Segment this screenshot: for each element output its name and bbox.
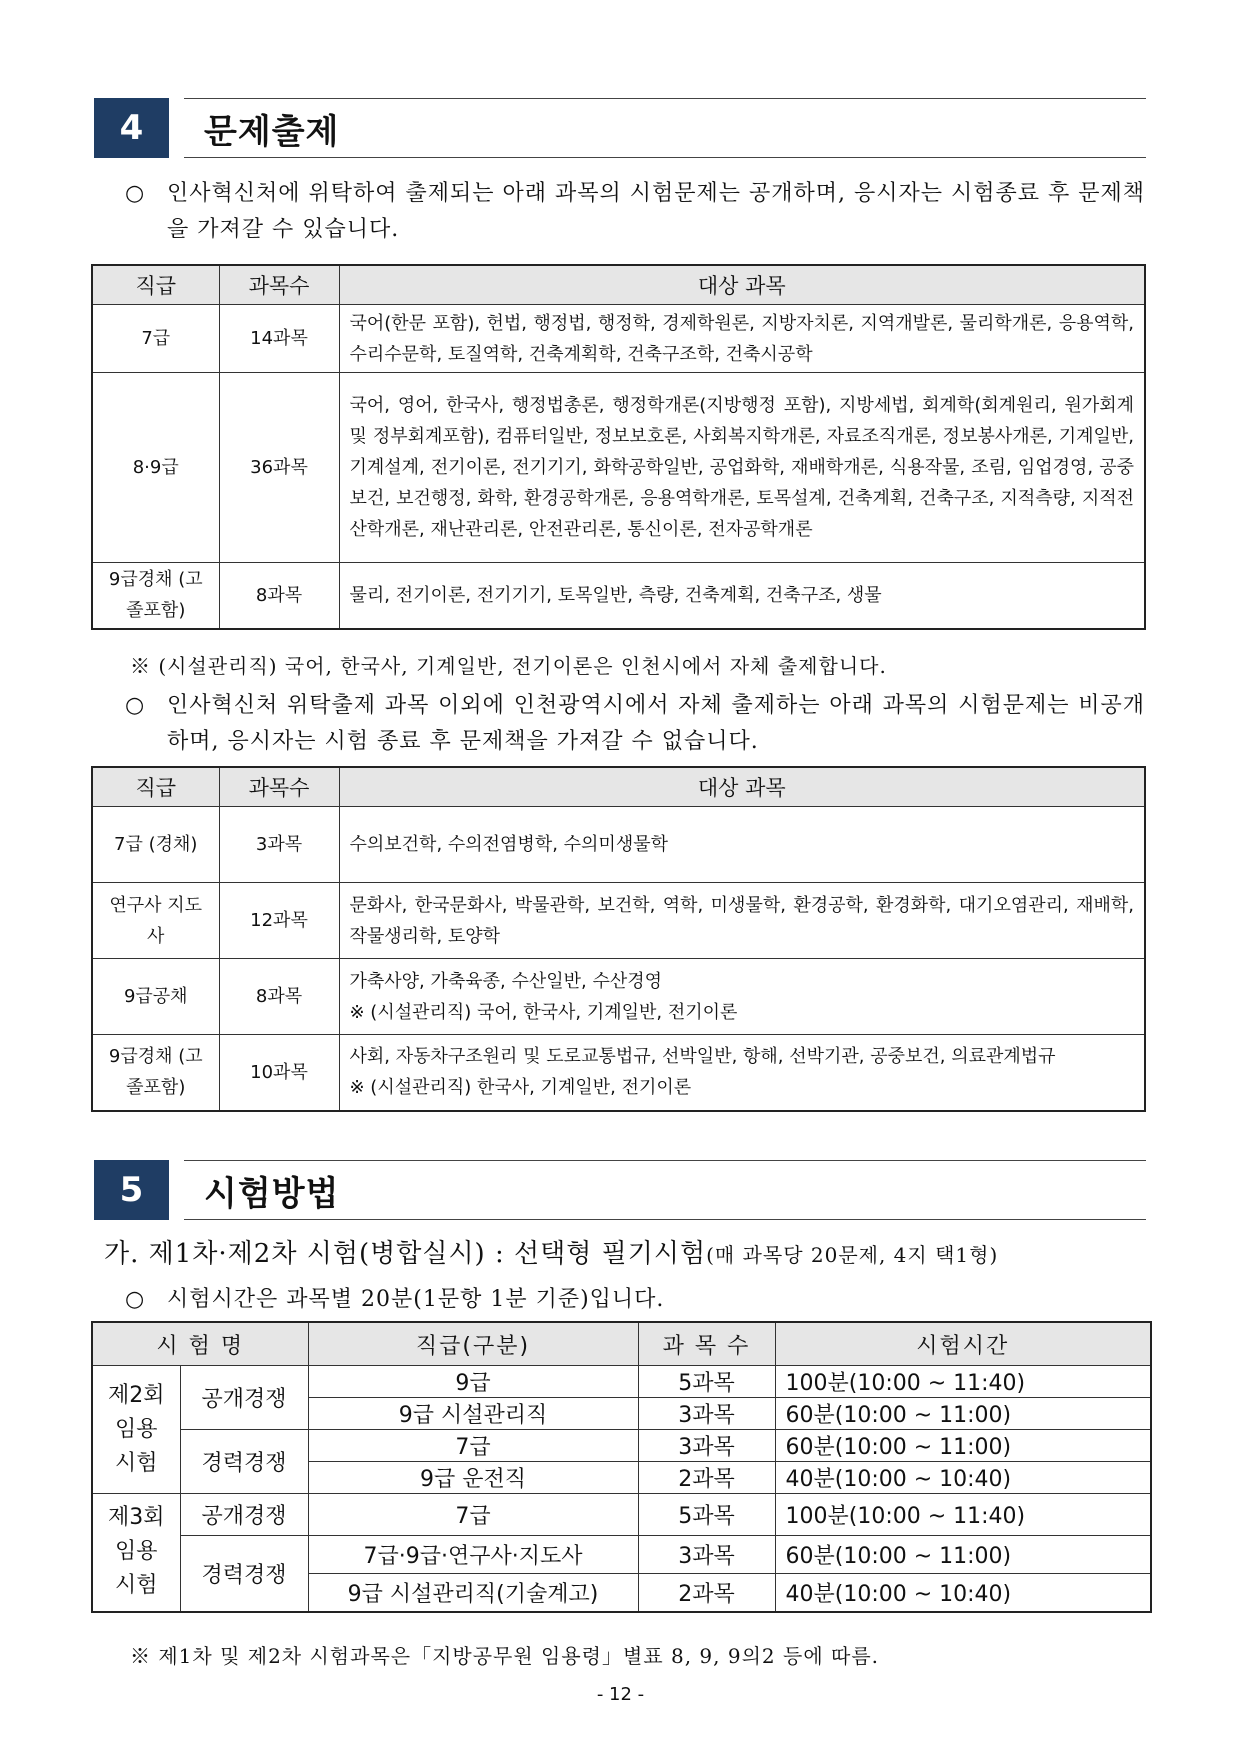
circle-bullet-icon: ○ <box>125 693 146 718</box>
table-row: 7급 14과목 국어(한문 포함), 헌법, 행정법, 행정학, 경제학원론, 지방자치론, 지역개발론, 물리학개론, 응용역학, 수리수문학, 토질역학, 건축계획학, 건축구조학, 건축시공학 <box>92 305 1145 373</box>
section-title: 시험방법 <box>204 1174 340 1214</box>
subsection-a-heading: 가. 제1차·제2차 시험(병합실시) : 선택형 필기시험(매 과목당 20문제, 4지 택1형) <box>104 1239 999 1269</box>
table-row: 연구사 지도사 12과목 문화사, 한국문화사, 박물관학, 보건학, 역학, 미생물학, 환경공학, 환경화학, 대기오염관리, 재배학, 작물생리학, 토양학 <box>92 883 1145 959</box>
section-title: 문제출제 <box>204 112 340 152</box>
table-row: 8·9급 36과목 국어, 영어, 한국사, 행정법총론, 행정학개론(지방행정 포함), 지방세법, 회계학(회계원리, 원가회계 및 정부회계포함), 컴퓨터일반, 정보보호론, 사회복지학개론, 자료조직개론, 정보봉사개론, 기계일반, 기계설계, 전기이론, 전기기기, 화학공학일반, 공업화학, 재배학개론, 식용작물, 조림, 임업경영, 공중보건, 보건행정, 화학, 환경공학개론, 응용역학개론, 토목설계, 건축계획, 건축구조, 지적측량, 지적전산학개론, 재난관리론, 안전관리론, 통신이론, 전자공학개론 <box>92 373 1145 563</box>
header-rule-top <box>184 98 1146 99</box>
section-5-header <box>94 1160 1146 1220</box>
table-row: 9급 운전직 2과목 40분(10:00 ~ 10:40) <box>92 1462 1151 1494</box>
page-number: - 12 - <box>596 1684 645 1705</box>
table-header-row: 직급 과목수 대상 과목 <box>92 265 1145 305</box>
table-row: 9급 시설관리직 3과목 60분(10:00 ~ 11:00) <box>92 1398 1151 1430</box>
circle-bullet-icon: ○ <box>125 1287 146 1312</box>
public-subjects-table <box>91 264 1146 630</box>
table-header-row: 시 험 명 직급(구분) 과 목 수 시험시간 <box>92 1322 1151 1366</box>
section-number: 5 <box>94 1160 169 1220</box>
section-number: 4 <box>94 98 169 158</box>
header-rule-bottom <box>184 157 1146 158</box>
table-row: 제2회 임용 시험 공개경쟁 9급 5과목 100분(10:00 ~ 11:40) <box>92 1366 1151 1398</box>
table-row: 9급경채 (고졸포함) 8과목 물리, 전기이론, 전기기기, 토목일반, 측량, 건축계획, 건축구조, 생물 <box>92 563 1145 629</box>
paragraph-private-questions: ○ 인사혁신처 위탁출제 과목 이외에 인천광역시에서 자체 출제하는 아래 과목의 시험문제는 비공개하며, 응시자는 시험 종료 후 문제책을 가져갈 수 없습니다. <box>125 688 1145 760</box>
header-rule-top <box>184 1160 1146 1161</box>
private-subjects-table <box>91 766 1146 1112</box>
table-header-row: 직급 과목수 대상 과목 <box>92 767 1145 807</box>
section-4-header <box>94 98 1146 158</box>
table-row: 9급 시설관리직(기술계고) 2과목 40분(10:00 ~ 10:40) <box>92 1574 1151 1612</box>
note-facility-subjects: ※ (시설관리직) 국어, 한국사, 기계일반, 전기이론은 인천시에서 자체 출제합니다. <box>130 654 887 678</box>
table-row: 7급 (경채) 3과목 수의보건학, 수의전염병학, 수의미생물학 <box>92 807 1145 883</box>
table-row: 9급경채 (고졸포함) 10과목 사회, 자동차구조원리 및 도로교통법규, 선박일반, 항해, 선박기관, 공중보건, 의료관계법규 ※ (시설관리직) 한국사, 기계일반, 전기이론 <box>92 1035 1145 1111</box>
circle-bullet-icon: ○ <box>125 181 146 206</box>
paragraph-exam-time: ○ 시험시간은 과목별 20분(1문항 1분 기준)입니다. <box>125 1282 1145 1318</box>
table-row: 제3회 임용 시험 공개경쟁 7급 5과목 100분(10:00 ~ 11:40) <box>92 1494 1151 1536</box>
table-row: 경력경쟁 7급 3과목 60분(10:00 ~ 11:00) <box>92 1430 1151 1462</box>
paragraph-public-questions: ○ 인사혁신처에 위탁하여 출제되는 아래 과목의 시험문제는 공개하며, 응시자는 시험종료 후 문제책을 가져갈 수 있습니다. <box>125 176 1145 248</box>
table-row: 경력경쟁 7급·9급·연구사·지도사 3과목 60분(10:00 ~ 11:00) <box>92 1536 1151 1574</box>
exam-schedule-table <box>91 1321 1152 1613</box>
note-legal-basis: ※ 제1차 및 제2차 시험과목은「지방공무원 임용령」별표 8, 9, 9의2 등에 따름. <box>130 1644 879 1668</box>
header-rule-bottom <box>184 1219 1146 1220</box>
table-row: 9급공채 8과목 가축사양, 가축육종, 수산일반, 수산경영 ※ (시설관리직) 국어, 한국사, 기계일반, 전기이론 <box>92 959 1145 1035</box>
